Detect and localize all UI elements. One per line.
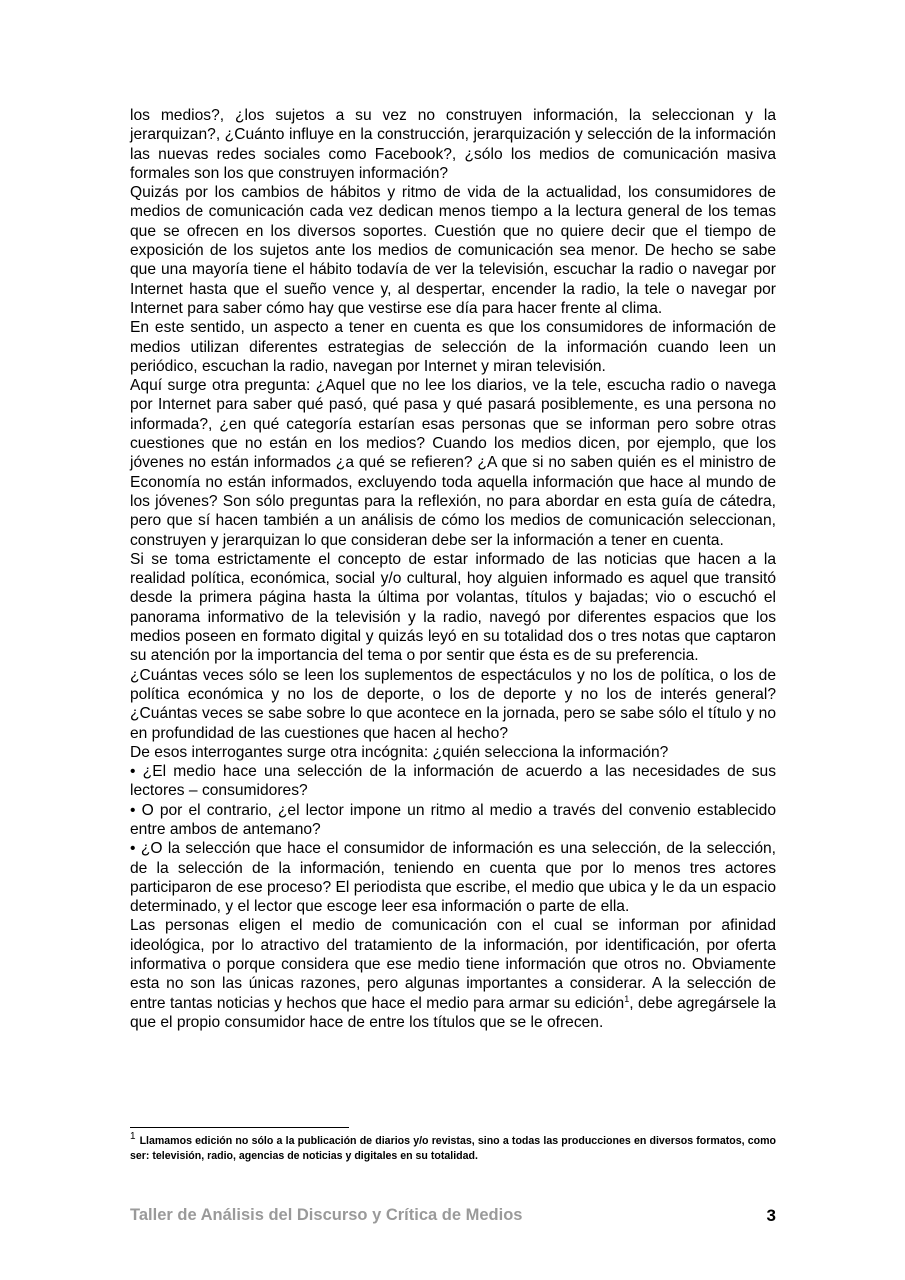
paragraph: En este sentido, un aspecto a tener en cuenta es que los consumidores de información de medios utilizan diferentes estrategias de selección de la información cuando leen un periódico, escuchan la radio, navegan por Internet y miran televisión. [130,319,776,375]
body-text [130,106,776,1032]
bullet-item: • O por el contrario, ¿el lector impone un ritmo al medio a través del convenio establecido entre ambos de antemano? [130,801,776,838]
footer-title: Taller de Análisis del Discurso y Crítica de Medios [130,1206,523,1224]
paragraph-text: , debe agregársele la que el propio consumidor hace de entre los títulos que se le ofrecen. [130,994,776,1031]
footnote [130,1131,776,1164]
bullet-item: • ¿O la selección que hace el consumidor de información es una selección, de la selección, de la selección de la información, teniendo en cuenta que por lo menos tres actores participaron de ese proceso? El periodista que escribe, el medio que ubica y le da un espacio determinado, y el lector que escoge leer esa información o parte de ella. [130,840,776,916]
paragraph: Si se toma estrictamente el concepto de estar informado de las noticias que hacen a la realidad política, económica, social y/o cultural, hoy alguien informado es aquel que transitó desde la primera página hasta la última por volantas, títulos y bajadas; vio o escuchó el panorama informativo de la televisión y la radio, navegó por diferentes espacios que los medios poseen en formato digital y quizás leyó en su totalidad dos o tres notas que captaron su atención por la importancia del tema o por sentir que ésta es de su preferencia. [130,550,776,665]
paragraph-last [130,916,776,1032]
paragraph: De esos interrogantes surge otra incógnita: ¿quién selecciona la información? [130,743,669,761]
footnote-reference[interactable]: 1 [624,993,630,1004]
paragraph: Aquí surge otra pregunta: ¿Aquel que no lee los diarios, ve la tele, escucha radio o navega por Internet para saber qué pasó, qué pasa y qué pasará posiblemente, es una persona no informada?, ¿en qué categoría estarían esas personas que se informan pero sobre otras cuestiones que no están en los medios? Cuando los medios dicen, por ejemplo, que los jóvenes no están informados ¿a qué se refieren? ¿A que si no saben quién es el ministro de Economía no están informados, excluyendo toda aquella información que hace al mundo de los jóvenes? Son sólo preguntas para la reflexión, no para abordar en esta guía de cátedra, pero que sí hacen también a un análisis de cómo los medios de comunicación seleccionan, construyen y jerarquizan lo que consideran debe ser la información a tener en cuenta. [130,377,776,549]
page-number: 3 [766,1206,776,1225]
footnote-separator [130,1127,349,1128]
bullet-item: • ¿El medio hace una selección de la información de acuerdo a las necesidades de sus lectores – consumidores? [130,763,776,800]
footnote-text: Llamamos edición no sólo a la publicación de diarios y/o revistas, sino a todas las producciones en diversos formatos, como ser: televisión, radio, agencias de noticias y digitales en su totalidad. [130,1135,776,1162]
paragraph-text: Las personas eligen el medio de comunicación con el cual se informan por afinidad ideológica, por lo atractivo del tratamiento de la información, por identificación, por oferta informativa o porque considera que ese medio tiene información que otros no. Obviamente esta no son las únicas razones, pero algunas importantes a considerar. A la selección de entre tantas noticias y hechos que hace el medio para armar su edición [130,917,776,1012]
paragraph: Quizás por los cambios de hábitos y ritmo de vida de la actualidad, los consumidores de medios de comunicación cada vez dedican menos tiempo a la lectura general de los temas que se ofrecen en los diversos soportes. Cuestión que no quiere decir que el tiempo de exposición de los sujetos ante los medios de comunicación sea menor. De hecho se sabe que una mayoría tiene el hábito todavía de ver la televisión, escuchar la radio o navegar por Internet hasta que el sueño vence y, al despertar, encender la radio, la tele o navegar por Internet para saber cómo hay que vestirse ese día para hacer frente al clima. [130,184,776,317]
paragraph: ¿Cuántas veces sólo se leen los suplementos de espectáculos y no los de política, o los de política económica y no los de deporte, o los de deporte y no los de interés general? ¿Cuántas veces se sabe sobre lo que acontece en la jornada, pero se sabe sólo el título y no en profundidad de las cuestiones que hacen al hecho? [130,666,776,742]
footnote-mark: 1 [130,1131,136,1143]
paragraph: los medios?, ¿los sujetos a su vez no construyen información, la seleccionan y la jerarquizan?, ¿Cuánto influye en la construcción, jerarquización y selección de la información las nuevas redes sociales como Facebook?, ¿sólo los medios de comunicación masiva formales son los que construyen información? [130,107,776,182]
